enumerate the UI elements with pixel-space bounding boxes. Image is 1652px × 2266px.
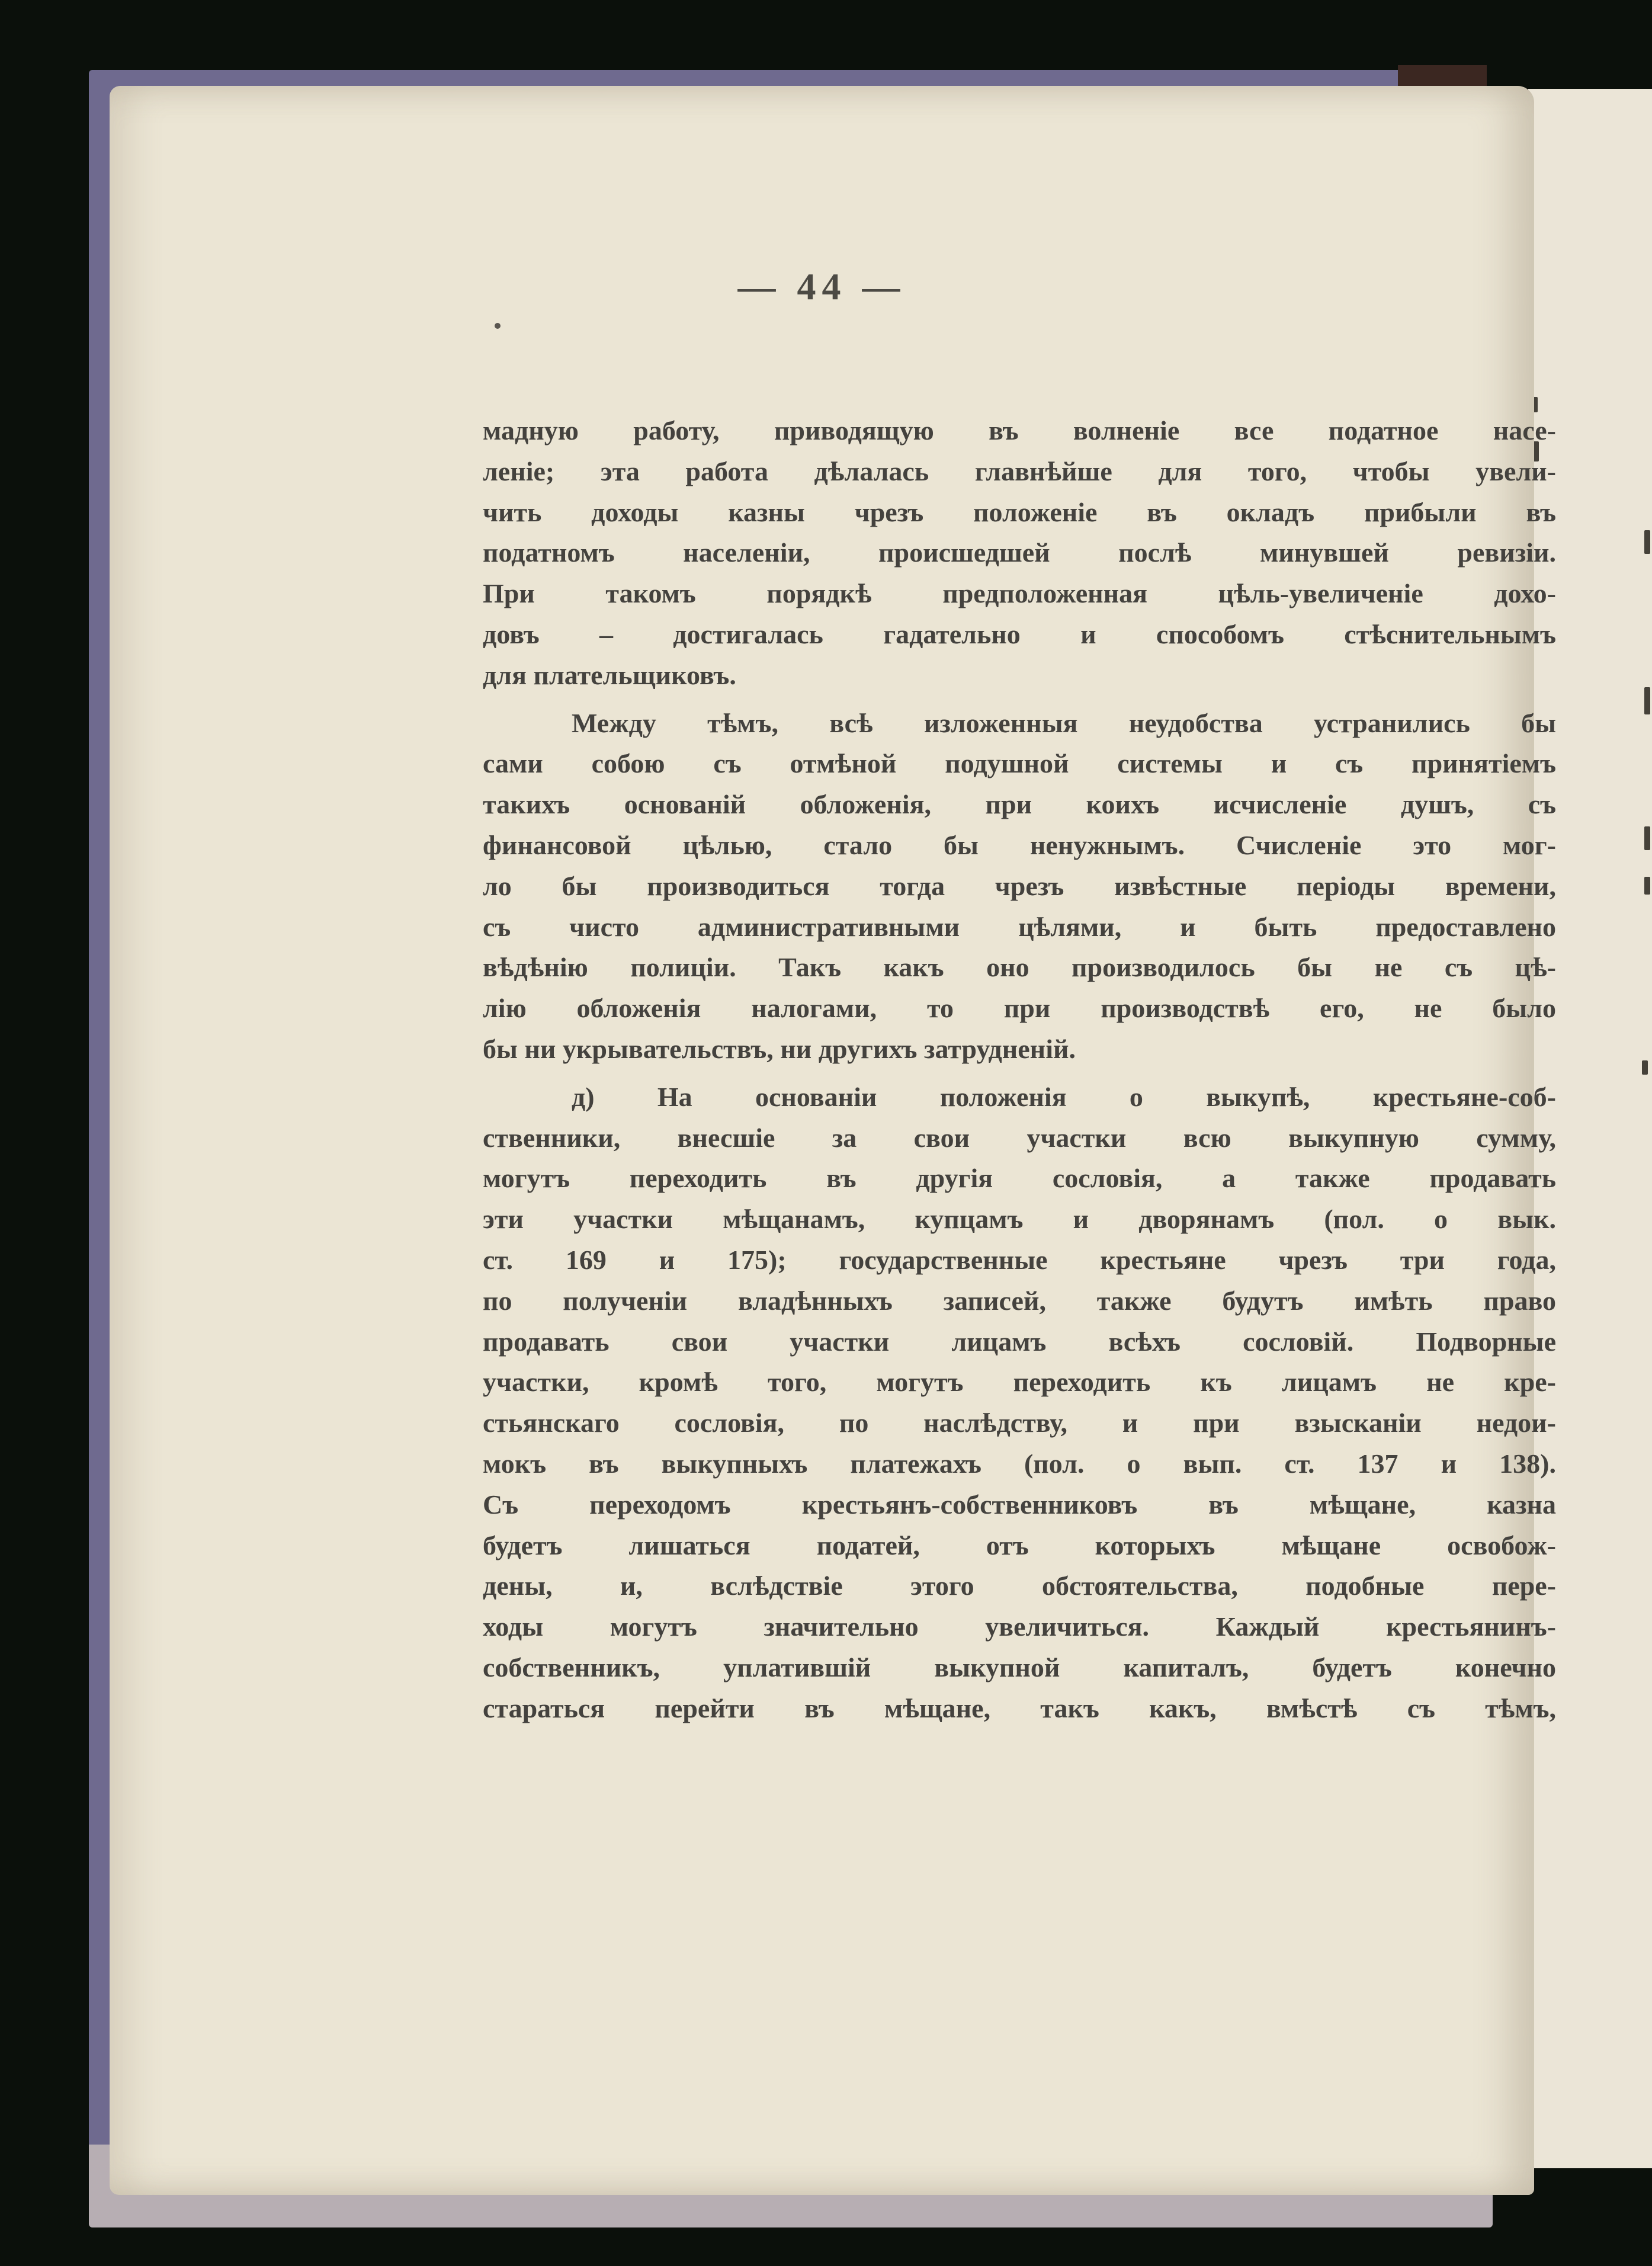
text-line: финансовой цѣлью, стало бы ненужнымъ. Счисленіе это мог- — [483, 829, 1556, 860]
text-line: ст. 169 и 175); государственные крестьяне чрезъ три года, — [483, 1244, 1556, 1275]
text-line: эти участки мѣщанамъ, купцамъ и дворянамъ (пол. о вык. — [483, 1204, 1556, 1235]
page-number: — 44 — — [737, 265, 906, 307]
paragraph-section-d — [483, 1077, 1556, 1729]
text-line: д) На основаніи положенія о выкупѣ, крестьяне-соб- — [572, 1081, 1556, 1112]
text-line: При такомъ порядкѣ предположенная цѣль-увеличеніе дохо- — [483, 578, 1556, 609]
text-line: по полученіи владѣнныхъ записей, также будутъ имѣть право — [483, 1285, 1556, 1316]
text-line: стараться перейти въ мѣщане, такъ какъ, вмѣстѣ съ тѣмъ, — [483, 1693, 1556, 1723]
adjacent-page-letter — [1644, 687, 1650, 714]
text-line: податномъ населеніи, происшедшей послѣ минувшей ревизіи. — [483, 537, 1556, 568]
text-line: довъ – достигалась гадательно и способомъ стѣснительнымъ — [483, 618, 1556, 649]
text-line: участки, кромѣ того, могутъ переходить къ лицамъ не кре- — [483, 1367, 1556, 1398]
text-line: ло бы производиться тогда чрезъ извѣстные періоды времени, — [483, 870, 1556, 901]
text-line: такихъ основаній обложенія, при коихъ исчисленіе душъ, съ — [483, 789, 1556, 820]
text-line: ственники, внесшіе за свои участки всю выкупную сумму, — [483, 1122, 1556, 1153]
text-line: будетъ лишаться податей, отъ которыхъ мѣщане освобож- — [483, 1530, 1556, 1560]
book-page — [110, 86, 1556, 2195]
adjacent-page-letter — [1642, 1060, 1648, 1075]
text-line: мадную работу, приводящую въ волненіе все податное насе- — [483, 415, 1556, 445]
adjacent-page-letter — [1644, 530, 1650, 554]
text-line: бы ни укрывательствъ, ни другихъ затрудненій. — [483, 1033, 1076, 1064]
adjacent-page-letter — [1644, 826, 1650, 850]
text-line: продавать свои участки лицамъ всѣхъ сословій. Подворные — [483, 1326, 1556, 1357]
text-line: могутъ переходить въ другія сословія, а также продавать — [483, 1163, 1556, 1194]
text-line: леніе; эта работа дѣлалась главнѣйше для того, чтобы увели- — [483, 456, 1556, 486]
text-line: сами собою съ отмѣной подушной системы и съ принятіемъ — [483, 748, 1556, 779]
text-line: лію обложенія налогами, то при производствѣ его, не было — [483, 993, 1556, 1024]
text-line: ходы могутъ значительно увеличиться. Каждый крестьянинъ- — [483, 1611, 1556, 1642]
text-line: Между тѣмъ, всѣ изложенныя неудобства устранились бы — [572, 707, 1556, 738]
text-line: чить доходы казны чрезъ положеніе въ окладъ прибыли въ — [483, 496, 1556, 527]
paragraph-inconveniences — [483, 703, 1556, 1070]
text-line: собственникъ, уплатившій выкупной капиталъ, будетъ конечно — [483, 1652, 1556, 1682]
page-body — [483, 411, 1556, 1729]
adjacent-page-letter — [1644, 877, 1650, 895]
paragraph-continuation — [483, 411, 1556, 696]
text-line: мокъ въ выкупныхъ платежахъ (пол. о вып. ст. 137 и 138). — [483, 1448, 1556, 1479]
text-line: стьянскаго сословія, по наслѣдству, и при взысканіи недои- — [483, 1408, 1556, 1438]
text-line: съ чисто административными цѣлями, и быть предоставлено — [483, 911, 1556, 942]
text-line: для плательщиковъ. — [483, 659, 736, 690]
text-line: Съ переходомъ крестьянъ-собственниковъ въ мѣщане, казна — [483, 1489, 1556, 1520]
text-line: вѣдѣнію полиціи. Такъ какъ оно производилось бы не съ цѣ- — [483, 952, 1556, 983]
ink-speck — [495, 323, 501, 329]
text-line: дены, и, вслѣдствіе этого обстоятельства, подобные пере- — [483, 1571, 1556, 1601]
